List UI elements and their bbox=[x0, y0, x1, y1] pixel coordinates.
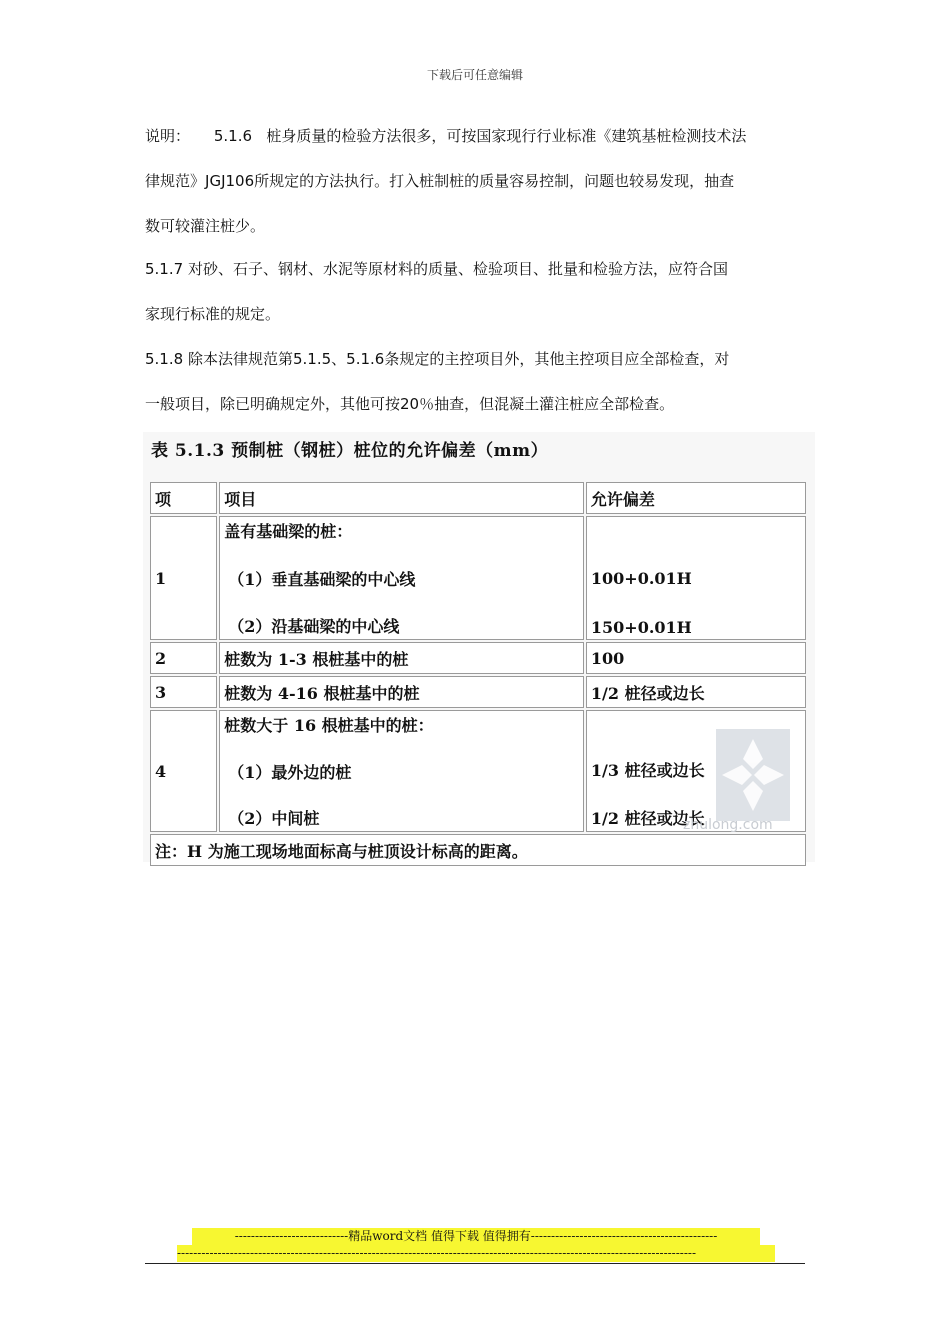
paragraph-text: 条规定的主控项目外，其他主控项目应全部检查，对 bbox=[384, 350, 730, 368]
percentage: 20 bbox=[400, 395, 420, 413]
row-number: 2 bbox=[150, 642, 217, 674]
clause-ref: 5.1.6 bbox=[346, 350, 385, 368]
row-item: 桩数为 4-16 根桩基中的桩 bbox=[219, 676, 584, 708]
paragraph-text: 对砂、石子、钢材、水泥等原材料的质量、检验项目、批量和检验方法，应符合国 bbox=[187, 260, 728, 278]
row-item bbox=[219, 516, 584, 640]
clause-number: 5.1.6 bbox=[213, 127, 253, 145]
clause-ref: 5.1.5 bbox=[292, 350, 332, 368]
table-note-row bbox=[150, 834, 806, 866]
paragraph-text: 除本法律规范第 bbox=[187, 350, 293, 368]
item-sub: （2）沿基础梁的中心线 bbox=[228, 617, 400, 636]
row-tolerance: 100 bbox=[586, 642, 806, 674]
item-sub: （2）中间桩 bbox=[228, 809, 320, 828]
item-title: 盖有基础梁的桩： bbox=[224, 522, 353, 541]
paragraph-text: 数可较灌注桩少。 bbox=[145, 217, 266, 235]
paragraph-text: 一般项目，除已明确规定外，其他可按 bbox=[145, 395, 401, 413]
table-row bbox=[150, 676, 806, 708]
paragraph-text: ％抽查，但混凝土灌注桩应全部检查。 bbox=[419, 395, 675, 413]
clause-number: 5.1.8 bbox=[145, 350, 184, 368]
paragraph-text: 所规定的方法执行。打入桩制桩的质量容易控制，问题也较易发现，抽查 bbox=[254, 172, 735, 190]
tolerance-value: 100+0.01H bbox=[590, 568, 692, 588]
watermark-logo-icon bbox=[716, 729, 790, 821]
table-note: 注：H 为施工现场地面标高与桩顶设计标高的距离。 bbox=[150, 834, 806, 866]
row-tolerance bbox=[586, 516, 806, 640]
paragraph-text: 桩身质量的检验方法很多，可按国家现行行业标准《建筑基桩检测技术法 bbox=[266, 127, 747, 145]
watermark-text: zhulong.com bbox=[683, 817, 773, 833]
footer-banner-dashes: -------------------------------------------------------------------------------------------------------------------------------- bbox=[177, 1245, 775, 1262]
row-number: 1 bbox=[150, 516, 217, 640]
clause-number: 5.1.7 bbox=[145, 260, 184, 278]
item-title: 桩数大于 16 根桩基中的桩： bbox=[224, 716, 434, 735]
row-item bbox=[219, 710, 584, 832]
item-sub: （1）垂直基础梁的中心线 bbox=[228, 569, 416, 589]
tolerance-value: 1/2 桩径或边长 bbox=[590, 809, 705, 828]
header-cell: 允许偏差 bbox=[586, 482, 806, 514]
page-header: 下载后可任意编辑 bbox=[426, 68, 523, 82]
paragraph-5-1-6 bbox=[145, 114, 810, 249]
table-header-row bbox=[150, 482, 806, 514]
table-row bbox=[150, 710, 806, 832]
table-title: 表 5.1.3 预制桩（钢桩）桩位的允许偏差（mm） bbox=[151, 441, 549, 461]
paragraph-5-1-8 bbox=[145, 337, 810, 427]
header-cell: 项 bbox=[150, 482, 217, 514]
row-number: 4 bbox=[150, 710, 217, 832]
table-row bbox=[150, 516, 806, 640]
footer-banner: ----------------------------精品word文档 值得下载 值得拥有---------------------------------------------- bbox=[192, 1228, 760, 1245]
paragraph-5-1-7 bbox=[145, 247, 810, 337]
tolerance-value: 150+0.01H bbox=[590, 618, 692, 637]
pile-tolerance-table-image bbox=[143, 432, 815, 862]
item-sub: （1）最外边的桩 bbox=[228, 762, 352, 782]
tolerance-value: 1/3 桩径或边长 bbox=[590, 760, 705, 780]
row-item: 桩数为 1-3 根桩基中的桩 bbox=[219, 642, 584, 674]
separator: 、 bbox=[331, 350, 347, 368]
paragraph-text: 家现行标准的规定。 bbox=[145, 305, 281, 323]
standard-code: JGJ106 bbox=[205, 172, 255, 190]
pile-tolerance-table bbox=[148, 480, 808, 868]
table-row bbox=[150, 642, 806, 674]
row-number: 3 bbox=[150, 676, 217, 708]
footer-divider bbox=[145, 1263, 805, 1264]
paragraph-text: 律规范》 bbox=[145, 172, 206, 190]
row-tolerance: 1/2 桩径或边长 bbox=[586, 676, 806, 708]
note-label: 说明： bbox=[145, 127, 191, 145]
header-cell: 项目 bbox=[219, 482, 584, 514]
